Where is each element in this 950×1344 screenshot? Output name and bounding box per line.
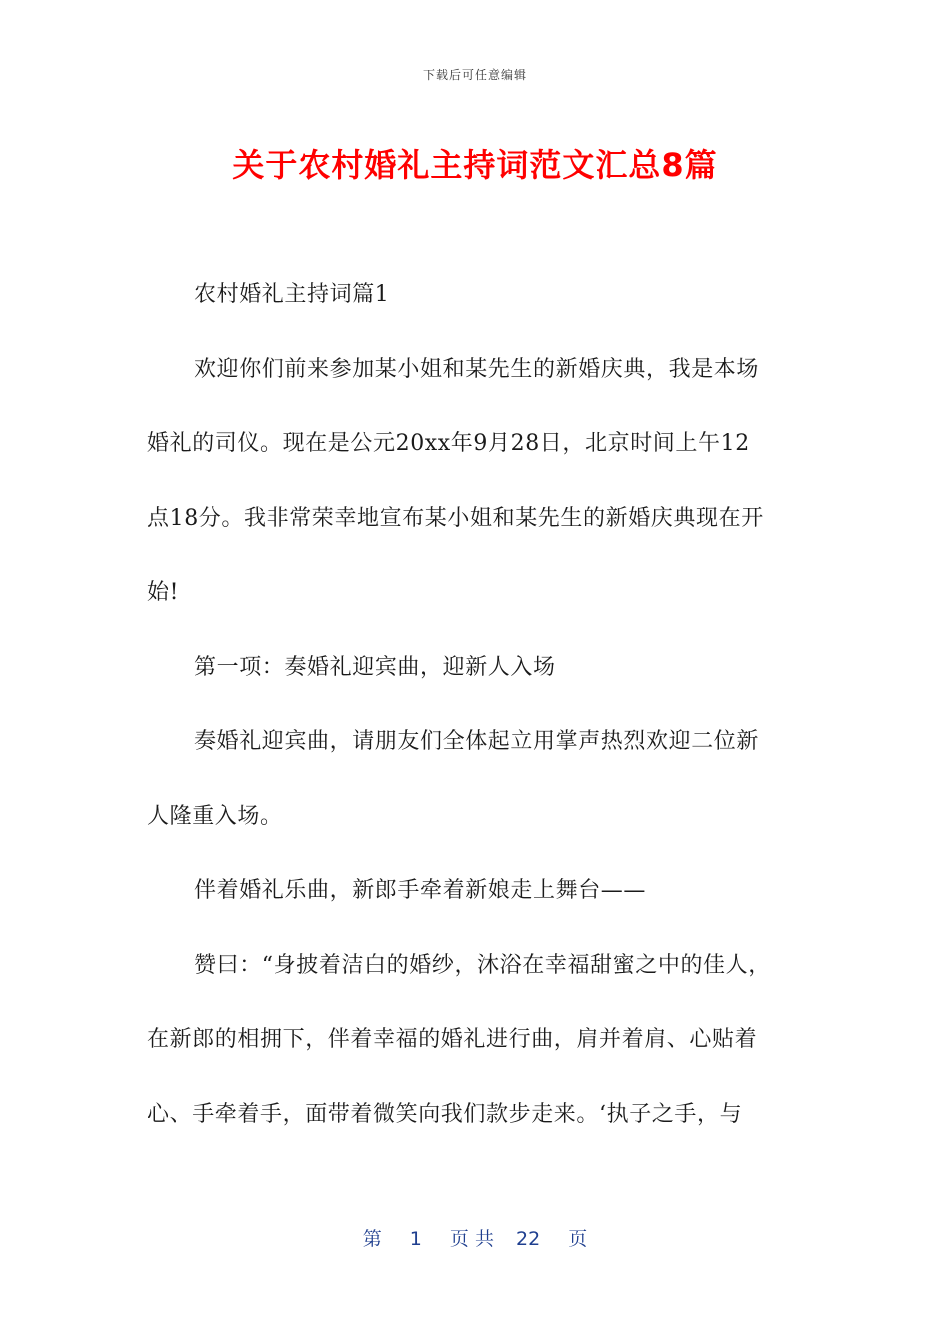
footer-middle: 页 共 — [449, 1228, 494, 1250]
text-line: 欢迎你们前来参加某小姐和某先生的新婚庆典，我是本场 — [194, 356, 760, 382]
document-body — [147, 258, 807, 1152]
text-line: 人隆重入场。 — [147, 803, 283, 829]
text-line: 伴着婚礼乐曲，新郎手牵着新娘走上舞台—— — [194, 878, 647, 903]
current-page-number: 1 — [409, 1228, 422, 1250]
text-line: 点18分。我非常荣幸地宣布某小姐和某先生的新婚庆典现在开 — [147, 505, 764, 531]
footer-suffix: 页 — [568, 1228, 588, 1250]
document-title: 关于农村婚礼主持词范文汇总8篇 — [232, 146, 718, 184]
page-footer — [0, 1224, 950, 1251]
text-line: 始! — [147, 580, 180, 605]
header-note: 下载后可任意编辑 — [422, 68, 527, 82]
footer-prefix: 第 — [362, 1228, 382, 1250]
text-line: 农村婚礼主持词篇1 — [194, 282, 390, 307]
text-line: 婚礼的司仪。现在是公元20xx年9月28日，北京时间上午12 — [147, 431, 750, 456]
text-line: 奏婚礼迎宾曲，请朋友们全体起立用掌声热烈欢迎二位新 — [194, 729, 760, 754]
text-line: 赞曰：“身披着洁白的婚纱，沐浴在幸福甜蜜之中的佳人， — [194, 952, 771, 978]
text-line: 在新郎的相拥下，伴着幸福的婚礼进行曲，肩并着肩、心贴着 — [147, 1027, 758, 1052]
text-line: 第一项：奏婚礼迎宾曲，迎新人入场 — [194, 654, 556, 680]
total-page-count: 22 — [516, 1228, 541, 1250]
text-line: 心、手牵着手，面带着微笑向我们款步走来。‘执子之手，与 — [147, 1101, 743, 1127]
